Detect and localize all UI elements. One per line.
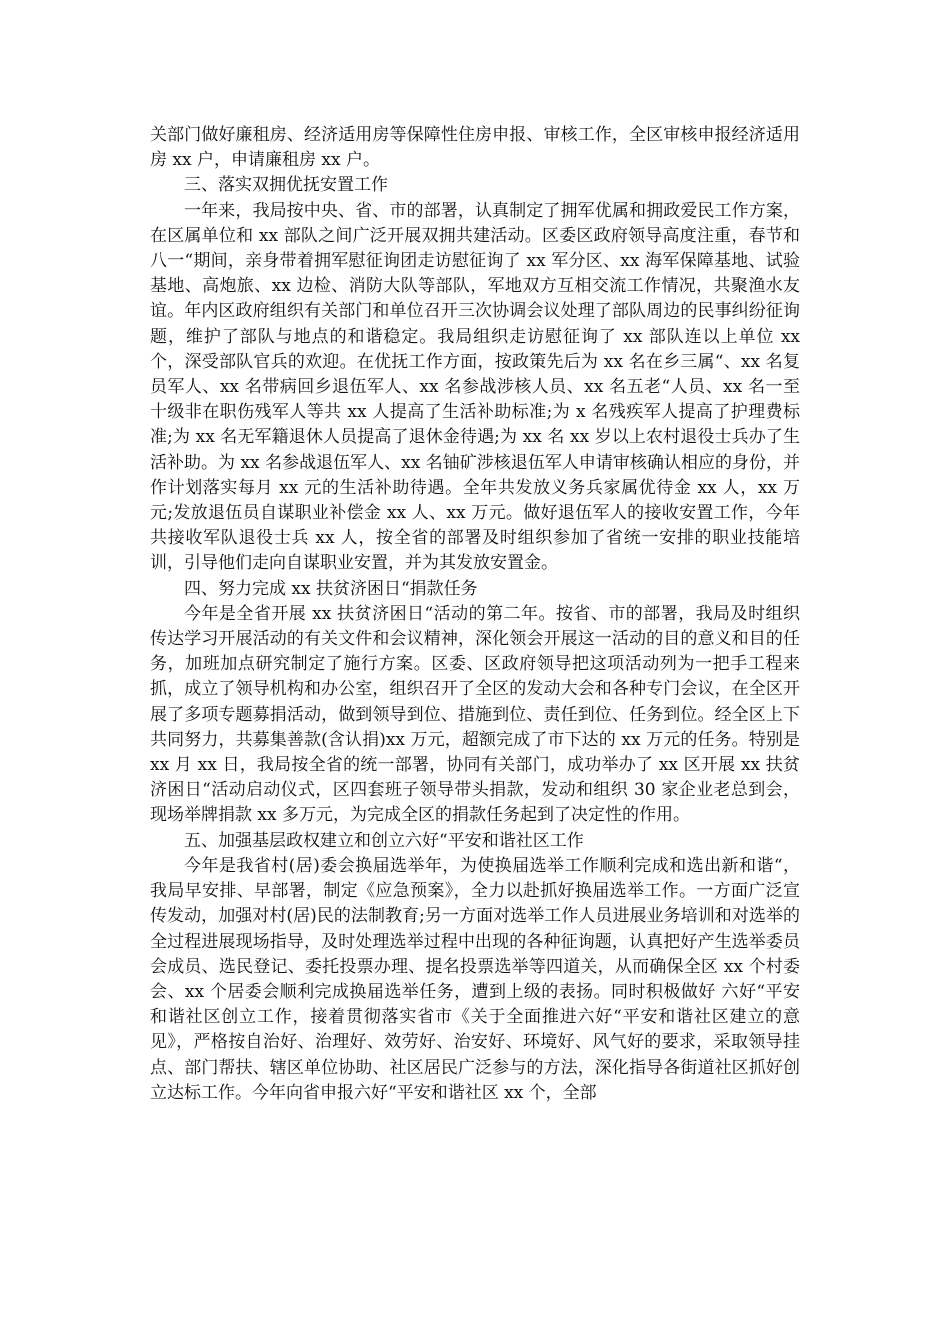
- section-heading-3: 三、落实双拥优抚安置工作: [184, 175, 388, 196]
- section-heading-4: 四、努力完成 xx 扶贫济困日“捐款任务: [184, 578, 478, 599]
- paragraph-continuation: 关部门做好廉租房、经济适用房等保障性住房申报、审核工作，全区审核申报经济适用房 xx 户，申请廉租房 xx 户。: [150, 125, 800, 171]
- paragraph-section-3: 一年来，我局按中央、省、市的部署，认真制定了拥军优属和拥政爱民工作方案，在区属单位和 xx 部队之间广泛开展双拥共建活动。区委区政府领导高度注重，春节和八一“期间，亲身带着拥军慰征询团走访慰征询了 xx 军分区、xx 海军保障基地、试验基地、高炮旅、xx 边检、消防大队等部队，军地双方互相交流工作情况，共聚渔水友谊。年内区政府组织有关部门和单位召开三次协调会议处理了部队周边的民事纠纷征询题，维护了部队与地点的和谐稳定。我局组织走访慰征询了 xx 部队连以上单位 xx 个，深受部队官兵的欢迎。在优抚工作方面，按政策先后为 xx 名在乡三属“、xx 名复员军人、xx 名带病回乡退伍军人、xx 名参战涉核人员、xx 名五老“人员、xx 名一至十级非在职伤残军人等共 xx 人提高了生活补助标准;为 x 名残疾军人提高了护理费标准;为 xx 名无军籍退休人员提高了退休金待遇;为 xx 名 xx 岁以上农村退役士兵办了生活补助。为 xx 名参战退伍军人、xx 名铀矿涉核退伍军人申请审核确认相应的身份，并作计划落实每月 xx 元的生活补助待遇。全年共发放义务兵家属优待金 xx 人，xx 万元;发放退伍员自谋职业补偿金 xx 人、xx 万元。做好退伍军人的接收安置工作，今年共接收军队退役士兵 xx 人，按全省的部署及时组织参加了省统一安排的职业技能培训，引导他们走向自谋职业安置，并为其发放安置金。: [150, 200, 800, 574]
- document-body: [150, 123, 800, 1106]
- paragraph-section-5: 今年是我省村(居)委会换届选举年，为使换届选举工作顺利完成和选出新和谐“，我局早安排、早部署，制定《应急预案》，全力以赴抓好换届选举工作。一方面广泛宣传发动，加强对村(居)民的法制教育;另一方面对选举工作人员进展业务培训和对选举的全过程进展现场指导，及时处理选举过程中出现的各种征询题，认真把好产生选举委员会成员、选民登记、委托投票办理、提名投票选举等四道关，从而确保全区 xx 个村委会、xx 个居委会顺利完成换届选举任务，遭到上级的表扬。同时积极做好 六好“平安和谐社区创立工作，接着贯彻落实省市《关于全面推进六好“平安和谐社区建立的意见》，严格按自治好、治理好、效劳好、治安好、环境好、风气好的要求，采取领导挂点、部门帮扶、辖区单位协助、社区居民广泛参与的方法，深化指导各街道社区抓好创立达标工作。今年向省申报六好“平安和谐社区 xx 个，全部: [150, 855, 800, 1103]
- paragraph-section-4: 今年是全省开展 xx 扶贫济困日“活动的第二年。按省、市的部署，我局及时组织传达学习开展活动的有关文件和会议精神，深化领会开展这一活动的目的意义和目的任务，加班加点研究制定了施行方案。区委、区政府领导把这项活动列为一把手工程来抓，成立了领导机构和办公室，组织召开了全区的发动大会和各种专门会议，在全区开展了多项专题募捐活动，做到领导到位、措施到位、责任到位、任务到位。经全区上下共同努力，共募集善款(含认捐)xx 万元，超额完成了市下达的 xx 万元的任务。特别是 xx 月 xx 日，我局按全省的统一部署，协同有关部门，成功举办了 xx 区开展 xx 扶贫济困日“活动启动仪式，区四套班子领导带头捐款，发动和组织 30 家企业老总到会，现场举牌捐款 xx 多万元，为完成全区的捐款任务起到了决定性的作用。: [150, 603, 800, 826]
- section-heading-5: 五、加强基层政权建立和创立六好“平安和谐社区工作: [184, 830, 584, 851]
